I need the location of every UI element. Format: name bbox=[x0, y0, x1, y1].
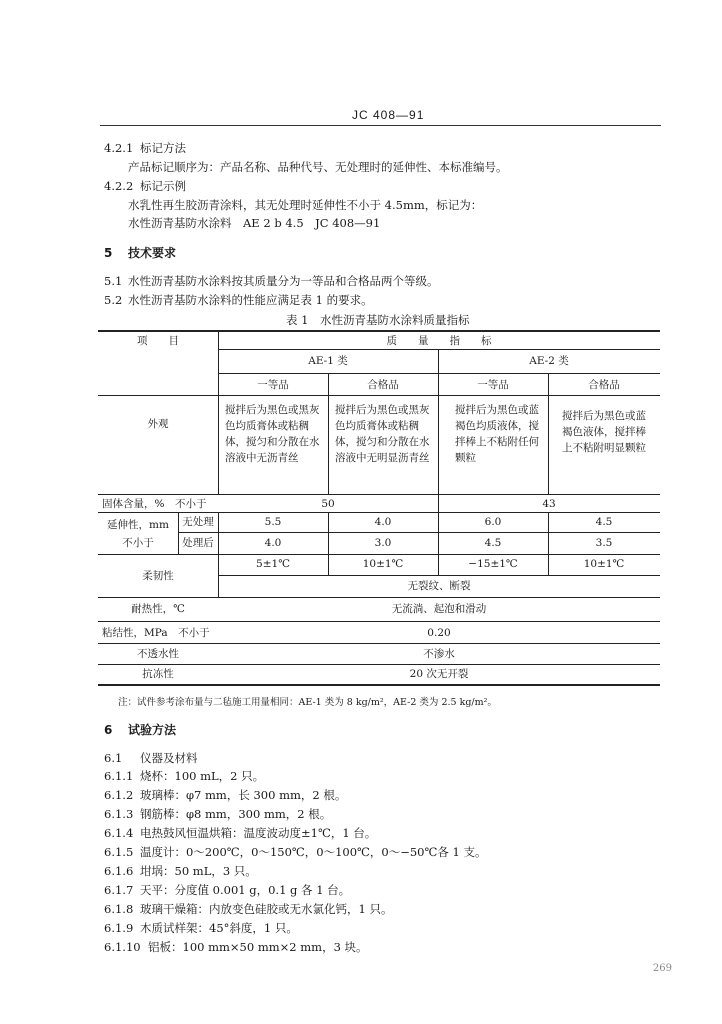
cell-elong-untreated-4: 4.5 bbox=[595, 516, 613, 528]
cell-flex-1: 5±1℃ bbox=[256, 558, 290, 570]
table-rule bbox=[98, 330, 660, 332]
section-number: 5.1 bbox=[104, 274, 123, 288]
table-rule bbox=[98, 621, 660, 622]
header-rule bbox=[100, 125, 661, 126]
section-5-2 bbox=[104, 292, 373, 308]
cell-flex-2: 10±1℃ bbox=[362, 558, 404, 570]
table-rule bbox=[98, 684, 660, 686]
table-rule bbox=[98, 597, 660, 598]
table-caption: 表 1 水性沥青基防水涂料质量指标 bbox=[286, 313, 470, 327]
item-text: 温度计：0～200℃，0～150℃，0～100℃，0～−50℃各 1 支。 bbox=[140, 845, 487, 859]
section-4-2-2-body-1: 水乳性再生胶沥青涂料，其无处理时延伸性不小于 4.5mm，标记为： bbox=[128, 198, 483, 212]
col-header-ae2-pass: 合格品 bbox=[588, 379, 620, 391]
table-rule bbox=[328, 373, 329, 494]
section-title: 试验方法 bbox=[128, 723, 177, 737]
cell-elong-untreated-2: 4.0 bbox=[374, 516, 392, 528]
section-title: 仪器及材料 bbox=[140, 751, 198, 765]
table-rule bbox=[98, 494, 660, 495]
col-header-ae1-pass: 合格品 bbox=[367, 379, 399, 391]
cell-elong-treated-1: 4.0 bbox=[264, 537, 282, 549]
standard-code-header: JC 408—91 bbox=[352, 108, 425, 122]
cell-elong-treated-4: 3.5 bbox=[595, 537, 613, 549]
item-6-1-7 bbox=[104, 882, 350, 898]
section-number: 4.2.1 bbox=[104, 141, 134, 155]
section-5-1 bbox=[104, 273, 439, 289]
table-note: 注：试件参考涂布量与二毡施工用量相同：AE-1 类为 8 kg/m²，AE-2 类为 2.5 kg/m²。 bbox=[118, 697, 497, 708]
section-number: 5 bbox=[104, 246, 113, 260]
cell-appearance-ae2-pass: 搅拌后为黑色或蓝褐色液体，搅拌棒上不粘附明显颗粒 bbox=[562, 410, 646, 454]
item-number: 6.1.5 bbox=[104, 845, 134, 859]
item-text: 玻璃棒：φ7 mm，长 300 mm，2 根。 bbox=[140, 788, 347, 802]
item-number: 6.1.3 bbox=[104, 807, 134, 821]
col-header-ae2-first: 一等品 bbox=[477, 379, 509, 391]
cell-solids-ae2: 43 bbox=[542, 498, 556, 510]
table-rule bbox=[218, 575, 660, 576]
cell-frost: 20 次无开裂 bbox=[409, 668, 469, 680]
item-number: 6.1.9 bbox=[104, 921, 134, 935]
section-title: 技术要求 bbox=[128, 246, 177, 260]
cell-elong-treated-3: 4.5 bbox=[484, 537, 502, 549]
item-text: 天平：分度值 0.001 g，0.1 g 各 1 台。 bbox=[140, 883, 351, 897]
section-number: 4.2.2 bbox=[104, 179, 134, 193]
item-6-1-5 bbox=[104, 844, 486, 860]
row-label-elongation: 延伸性，mm bbox=[107, 519, 169, 531]
row-label-frost: 抗冻性 bbox=[142, 668, 174, 680]
row-label-appearance: 外观 bbox=[147, 418, 169, 430]
section-5-heading bbox=[104, 244, 176, 261]
section-4-2-2-body-2: 水性沥青基防水涂料 AE 2 b 4.5 JC 408—91 bbox=[128, 216, 381, 230]
section-4-2-1-heading bbox=[104, 140, 186, 156]
row-label-elongation-min: 不小于 bbox=[122, 537, 154, 549]
item-6-1-1 bbox=[104, 768, 264, 784]
item-text: 木质试样架：45°斜度，1 只。 bbox=[140, 921, 298, 935]
row-label-flexibility: 柔韧性 bbox=[142, 570, 174, 582]
row-label-adhesion: 粘结性，MPa 不小于 bbox=[102, 627, 210, 639]
row-sublabel-treated: 处理后 bbox=[182, 537, 214, 549]
item-6-1-9 bbox=[104, 920, 298, 936]
section-number: 6 bbox=[104, 723, 113, 737]
section-body: 水性沥青基防水涂料按其质量分为一等品和合格品两个等级。 bbox=[128, 274, 439, 288]
cell-adhesion: 0.20 bbox=[427, 627, 451, 639]
item-text: 钢筋棒：φ8 mm，300 mm，2 根。 bbox=[140, 807, 332, 821]
quality-index-table bbox=[98, 330, 660, 686]
cell-impermeability: 不渗水 bbox=[423, 648, 455, 660]
item-text: 坩埚：50 mL，3 只。 bbox=[140, 864, 257, 878]
item-text: 玻璃干燥箱：内放变色硅胶或无水氯化钙，1 只。 bbox=[140, 902, 393, 916]
section-body: 水性沥青基防水涂料的性能应满足表 1 的要求。 bbox=[128, 293, 373, 307]
section-title: 标记方法 bbox=[140, 141, 186, 155]
table-rule bbox=[438, 349, 439, 494]
section-4-2-2-heading bbox=[104, 178, 186, 194]
item-number: 6.1.8 bbox=[104, 902, 134, 916]
item-number: 6.1.2 bbox=[104, 788, 134, 802]
item-6-1-2 bbox=[104, 787, 346, 803]
table-rule bbox=[218, 349, 660, 350]
cell-flex-all: 无裂纹、断裂 bbox=[407, 580, 471, 592]
page-number: 269 bbox=[652, 963, 672, 974]
table-rule bbox=[98, 554, 660, 555]
col-header-item: 项 目 bbox=[137, 335, 179, 347]
table-rule bbox=[98, 664, 660, 665]
item-number: 6.1.4 bbox=[104, 826, 134, 840]
cell-flex-3: −15±1℃ bbox=[468, 558, 518, 570]
item-6-1-8 bbox=[104, 901, 392, 917]
row-label-impermeability: 不透水性 bbox=[137, 648, 179, 660]
section-number: 5.2 bbox=[104, 293, 123, 307]
section-4-2-1-body: 产品标记顺序为：产品名称、品种代号、无处理时的延伸性、本标准编号。 bbox=[128, 160, 508, 174]
row-sublabel-untreated: 无处理 bbox=[182, 516, 214, 528]
section-6-1-heading bbox=[104, 750, 198, 766]
item-text: 烧杯：100 mL，2 只。 bbox=[140, 769, 265, 783]
col-header-ae2: AE-2 类 bbox=[529, 355, 569, 367]
cell-flex-4: 10±1℃ bbox=[583, 558, 625, 570]
row-label-heat: 耐热性，℃ bbox=[131, 603, 185, 615]
section-title: 标记示例 bbox=[140, 179, 186, 193]
item-number: 6.1.10 bbox=[104, 940, 141, 954]
cell-appearance-ae1-pass: 搅拌后为黑色或黑灰色均质膏体或粘稠体，搅匀和分散在水溶液中无明显沥青丝 bbox=[335, 404, 430, 464]
col-header-ae1-first: 一等品 bbox=[257, 379, 289, 391]
section-6-heading bbox=[104, 721, 176, 738]
table-rule bbox=[98, 643, 660, 644]
item-number: 6.1.1 bbox=[104, 769, 134, 783]
section-number: 6.1 bbox=[104, 751, 123, 765]
table-rule bbox=[98, 395, 660, 396]
cell-elong-treated-2: 3.0 bbox=[374, 537, 392, 549]
item-6-1-10 bbox=[104, 939, 368, 955]
cell-solids-ae1: 50 bbox=[321, 498, 335, 510]
table-rule bbox=[178, 532, 660, 533]
item-6-1-4 bbox=[104, 825, 376, 841]
table-rule bbox=[218, 373, 660, 374]
cell-appearance-ae1-first: 搅拌后为黑色或黑灰色均质膏体或粘稠体，搅匀和分散在水溶液中无沥青丝 bbox=[225, 404, 320, 464]
item-text: 电热鼓风恒温烘箱：温度波动度±1℃，1 台。 bbox=[140, 826, 377, 840]
col-header-quality: 质 量 指 标 bbox=[386, 335, 492, 347]
item-text: 铝板：100 mm×50 mm×2 mm，3 块。 bbox=[148, 940, 368, 954]
item-number: 6.1.6 bbox=[104, 864, 134, 878]
cell-heat: 无流淌、起泡和滑动 bbox=[391, 603, 487, 615]
item-6-1-6 bbox=[104, 863, 257, 879]
table-rule bbox=[98, 512, 660, 513]
item-6-1-3 bbox=[104, 806, 331, 822]
row-label-solids: 固体含量，% 不小于 bbox=[102, 498, 207, 510]
cell-elong-untreated-3: 6.0 bbox=[484, 516, 502, 528]
cell-appearance-ae2-first: 搅拌后为黑色或蓝褐色均质液体，搅拌棒上不粘附任何颗粒 bbox=[455, 404, 539, 464]
cell-elong-untreated-1: 5.5 bbox=[264, 516, 282, 528]
table-rule bbox=[548, 373, 549, 494]
item-number: 6.1.7 bbox=[104, 883, 134, 897]
col-header-ae1: AE-1 类 bbox=[308, 355, 348, 367]
